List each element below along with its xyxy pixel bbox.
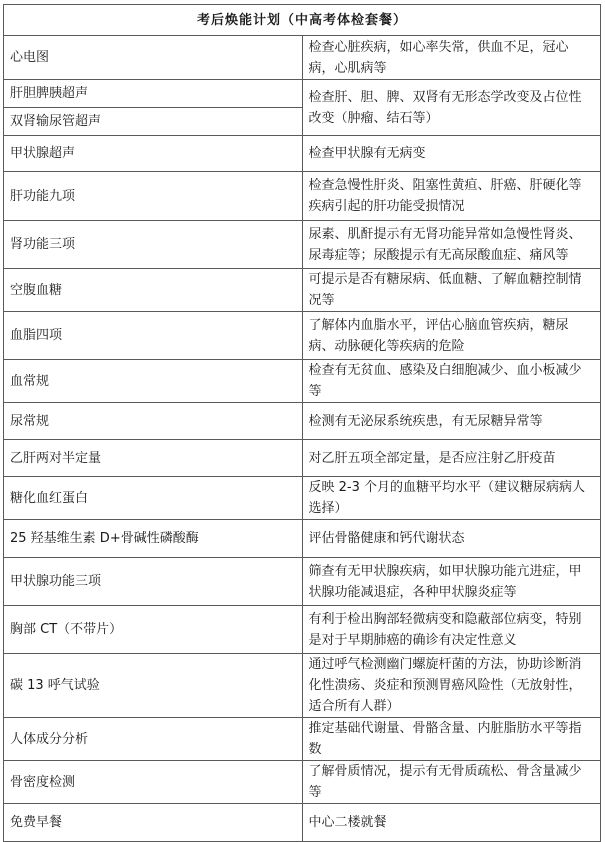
item-cell: 尿常规	[4, 403, 303, 440]
desc-cell: 反映 2-3 个月的血糖平均水平（建议糖尿病病人选择）	[302, 477, 601, 520]
table-row	[4, 360, 601, 403]
item-cell: 甲状腺功能三项	[4, 558, 303, 606]
item-cell: 血脂四项	[4, 312, 303, 360]
table-row	[4, 136, 601, 172]
checkup-plan-table	[3, 4, 601, 842]
table-row	[4, 520, 601, 558]
desc-cell: 通过呼气检测幽门螺旋杆菌的方法，协助诊断消化性溃疡、炎症和预测胃癌风险性（无放射性，适合所有人群）	[302, 654, 601, 718]
item-cell: 肾功能三项	[4, 221, 303, 269]
desc-cell: 检查心脏疾病，如心率失常，供血不足，冠心病，心肌病等	[302, 36, 601, 80]
desc-cell: 检查甲状腺有无病变	[302, 136, 601, 172]
item-cell	[4, 80, 303, 136]
table-row	[4, 761, 601, 804]
table-row	[4, 312, 601, 360]
item-cell: 骨密度检测	[4, 761, 303, 804]
table-row	[4, 477, 601, 520]
desc-cell: 中心二楼就餐	[302, 804, 601, 842]
item-cell: 免费早餐	[4, 804, 303, 842]
desc-cell: 有利于检出胸部轻微病变和隐蔽部位病变，特别是对于早期肺癌的确诊有决定性意义	[302, 606, 601, 654]
item-cell: 空腹血糖	[4, 269, 303, 312]
desc-cell: 推定基础代谢量、骨骼含量、内脏脂肪水平等指数	[302, 718, 601, 761]
item-cell: 胸部 CT（不带片）	[4, 606, 303, 654]
table-row	[4, 606, 601, 654]
desc-cell: 检查有无贫血、感染及白细胞减少、血小板减少等	[302, 360, 601, 403]
desc-cell: 尿素、肌酐提示有无肾功能异常如急慢性肾炎、尿毒症等；尿酸提示有无高尿酸血症、痛风等	[302, 221, 601, 269]
item-cell: 肝功能九项	[4, 172, 303, 221]
table-row	[4, 804, 601, 842]
item-cell: 碳 13 呼气试验	[4, 654, 303, 718]
table-row	[4, 172, 601, 221]
desc-cell: 了解骨质情况，提示有无骨质疏松、骨含量减少等	[302, 761, 601, 804]
item-cell: 糖化血红蛋白	[4, 477, 303, 520]
item-subline: 肝胆脾胰超声	[4, 80, 302, 108]
table-row	[4, 440, 601, 477]
desc-cell: 筛查有无甲状腺疾病，如甲状腺功能亢进症，甲状腺功能减退症，各种甲状腺炎症等	[302, 558, 601, 606]
table-row	[4, 403, 601, 440]
title-row	[4, 5, 601, 36]
item-cell: 乙肝两对半定量	[4, 440, 303, 477]
table-row	[4, 558, 601, 606]
item-cell: 25 羟基维生素 D+骨碱性磷酸酶	[4, 520, 303, 558]
table-row	[4, 36, 601, 80]
desc-cell: 检测有无泌尿系统疾患，有无尿糖异常等	[302, 403, 601, 440]
item-cell: 人体成分分析	[4, 718, 303, 761]
item-cell: 血常规	[4, 360, 303, 403]
desc-cell: 检查肝、胆、脾、双肾有无形态学改变及占位性改变（肿瘤、结石等）	[302, 80, 601, 136]
table-row	[4, 718, 601, 761]
desc-cell: 对乙肝五项全部定量，是否应注射乙肝疫苗	[302, 440, 601, 477]
desc-cell: 评估骨骼健康和钙代谢状态	[302, 520, 601, 558]
item-cell: 心电图	[4, 36, 303, 80]
item-cell: 甲状腺超声	[4, 136, 303, 172]
table-row	[4, 80, 601, 136]
table-row	[4, 221, 601, 269]
desc-cell: 检查急慢性肝炎、阻塞性黄疸、肝癌、肝硬化等疾病引起的肝功能受损情况	[302, 172, 601, 221]
table-row	[4, 269, 601, 312]
item-subline: 双肾输尿管超声	[10, 114, 102, 129]
desc-cell: 可提示是否有糖尿病、低血糖、了解血糖控制情况等	[302, 269, 601, 312]
table-row	[4, 654, 601, 718]
desc-cell: 了解体内血脂水平，评估心脑血管疾病，糖尿病、动脉硬化等疾病的危险	[302, 312, 601, 360]
table-title: 考后焕能计划（中高考体检套餐）	[4, 5, 601, 36]
